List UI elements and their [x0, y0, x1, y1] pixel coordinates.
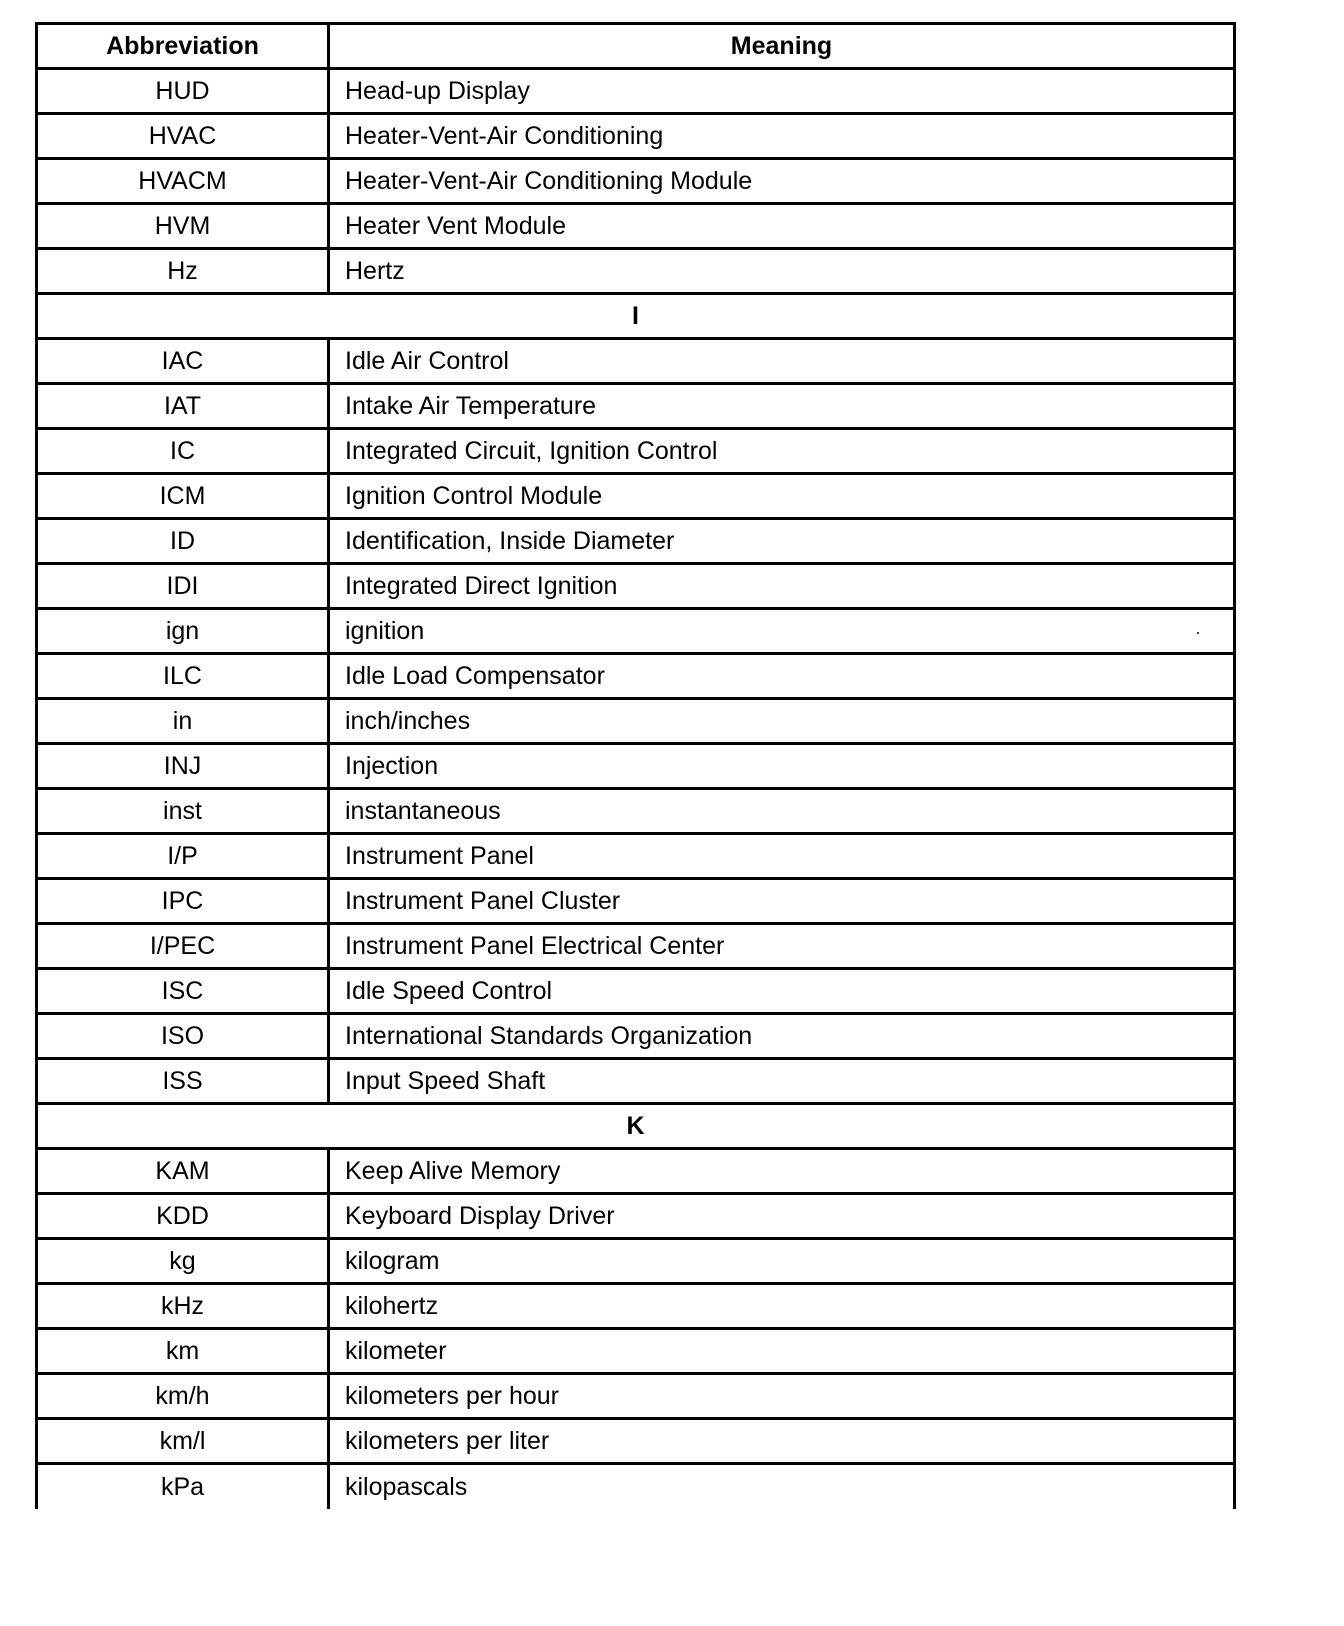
- abbreviation-cell: HUD: [37, 69, 329, 114]
- table-row: [37, 1149, 1235, 1194]
- abbreviation-cell: ign: [37, 609, 329, 654]
- table-row: [37, 69, 1235, 114]
- meaning-cell: Head-up Display: [329, 69, 1235, 114]
- table-row: [37, 1014, 1235, 1059]
- meaning-cell: Idle Speed Control: [329, 969, 1235, 1014]
- table-body: [37, 69, 1235, 1510]
- abbreviation-cell: Hz: [37, 249, 329, 294]
- meaning-cell: kilogram: [329, 1239, 1235, 1284]
- meaning-cell: Heater-Vent-Air Conditioning Module: [329, 159, 1235, 204]
- meaning-cell: Heater Vent Module: [329, 204, 1235, 249]
- meaning-cell: Integrated Circuit, Ignition Control: [329, 429, 1235, 474]
- table-row: [37, 384, 1235, 429]
- table-row: [37, 1194, 1235, 1239]
- abbreviation-cell: IC: [37, 429, 329, 474]
- meaning-cell: kilometers per liter: [329, 1419, 1235, 1464]
- meaning-cell: Identification, Inside Diameter: [329, 519, 1235, 564]
- meaning-cell: Idle Load Compensator: [329, 654, 1235, 699]
- table-row: [37, 564, 1235, 609]
- table-row: [37, 1419, 1235, 1464]
- meaning-cell: Instrument Panel: [329, 834, 1235, 879]
- meaning-cell: instantaneous: [329, 789, 1235, 834]
- table-row: [37, 159, 1235, 204]
- abbreviation-cell: ISC: [37, 969, 329, 1014]
- section-letter: K: [37, 1104, 1235, 1149]
- meaning-cell: kilopascals: [329, 1464, 1235, 1510]
- abbreviation-cell: KAM: [37, 1149, 329, 1194]
- meaning-cell: Ignition Control Module: [329, 474, 1235, 519]
- abbreviation-cell: ICM: [37, 474, 329, 519]
- meaning-cell: Hertz: [329, 249, 1235, 294]
- abbreviation-document: [35, 22, 1233, 1509]
- table-row: [37, 699, 1235, 744]
- table-row: [37, 654, 1235, 699]
- meaning-cell: Instrument Panel Cluster: [329, 879, 1235, 924]
- abbreviation-cell: ISO: [37, 1014, 329, 1059]
- abbreviation-cell: in: [37, 699, 329, 744]
- meaning-cell: kilohertz: [329, 1284, 1235, 1329]
- meaning-cell: International Standards Organization: [329, 1014, 1235, 1059]
- meaning-cell: Idle Air Control: [329, 339, 1235, 384]
- abbreviation-cell: inst: [37, 789, 329, 834]
- abbreviation-cell: INJ: [37, 744, 329, 789]
- meaning-cell: Instrument Panel Electrical Center: [329, 924, 1235, 969]
- section-header-row: [37, 1104, 1235, 1149]
- table-row: [37, 744, 1235, 789]
- abbreviation-cell: IDI: [37, 564, 329, 609]
- table-row: [37, 1284, 1235, 1329]
- table-row: [37, 609, 1235, 654]
- meaning-cell: Integrated Direct Ignition: [329, 564, 1235, 609]
- abbreviation-cell: KDD: [37, 1194, 329, 1239]
- abbreviation-cell: km: [37, 1329, 329, 1374]
- table-row: [37, 339, 1235, 384]
- meaning-column-header: Meaning: [329, 24, 1235, 69]
- table-row: [37, 204, 1235, 249]
- table-row: [37, 1329, 1235, 1374]
- abbreviation-cell: I/PEC: [37, 924, 329, 969]
- scan-speck: [1197, 632, 1199, 634]
- meaning-cell: Heater-Vent-Air Conditioning: [329, 114, 1235, 159]
- table-row: [37, 474, 1235, 519]
- table-row: [37, 1464, 1235, 1510]
- table-row: [37, 924, 1235, 969]
- table-row: [37, 834, 1235, 879]
- table-row: [37, 969, 1235, 1014]
- meaning-cell: inch/inches: [329, 699, 1235, 744]
- abbreviation-cell: ID: [37, 519, 329, 564]
- meaning-cell: Injection: [329, 744, 1235, 789]
- table-row: [37, 429, 1235, 474]
- section-letter: I: [37, 294, 1235, 339]
- abbreviation-cell: HVAC: [37, 114, 329, 159]
- table-row: [37, 249, 1235, 294]
- table-row: [37, 1239, 1235, 1284]
- abbreviation-column-header: Abbreviation: [37, 24, 329, 69]
- abbreviation-cell: ILC: [37, 654, 329, 699]
- table-row: [37, 789, 1235, 834]
- table-row: [37, 1374, 1235, 1419]
- abbreviation-table: [35, 22, 1236, 1509]
- meaning-cell: ignition: [329, 609, 1235, 654]
- meaning-cell: kilometers per hour: [329, 1374, 1235, 1419]
- abbreviation-cell: IPC: [37, 879, 329, 924]
- meaning-cell: Intake Air Temperature: [329, 384, 1235, 429]
- abbreviation-cell: IAT: [37, 384, 329, 429]
- table-header-row: [37, 24, 1235, 69]
- table-row: [37, 114, 1235, 159]
- meaning-cell: kilometer: [329, 1329, 1235, 1374]
- abbreviation-cell: HVM: [37, 204, 329, 249]
- meaning-cell: Keep Alive Memory: [329, 1149, 1235, 1194]
- abbreviation-cell: km/h: [37, 1374, 329, 1419]
- abbreviation-cell: ISS: [37, 1059, 329, 1104]
- table-row: [37, 519, 1235, 564]
- abbreviation-cell: kg: [37, 1239, 329, 1284]
- table-row: [37, 1059, 1235, 1104]
- meaning-cell: Input Speed Shaft: [329, 1059, 1235, 1104]
- abbreviation-cell: I/P: [37, 834, 329, 879]
- table-row: [37, 879, 1235, 924]
- abbreviation-cell: IAC: [37, 339, 329, 384]
- abbreviation-cell: km/l: [37, 1419, 329, 1464]
- abbreviation-cell: kPa: [37, 1464, 329, 1510]
- meaning-cell: Keyboard Display Driver: [329, 1194, 1235, 1239]
- abbreviation-cell: kHz: [37, 1284, 329, 1329]
- abbreviation-cell: HVACM: [37, 159, 329, 204]
- section-header-row: [37, 294, 1235, 339]
